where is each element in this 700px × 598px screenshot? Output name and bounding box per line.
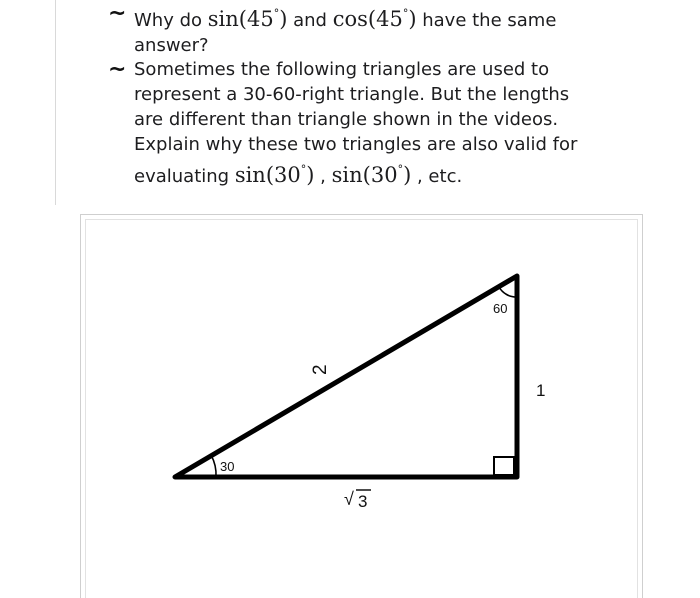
question-1 bbox=[108, 1, 668, 58]
q2-sin30-b bbox=[332, 163, 412, 187]
question-2 bbox=[108, 57, 668, 189]
angle-arc-30 bbox=[211, 455, 216, 477]
q2-degree-2: ° bbox=[397, 163, 404, 176]
hypotenuse-label: 2 bbox=[310, 364, 331, 375]
q2-line-2: represent a 30-60-right triangle. But the lengths bbox=[134, 84, 570, 105]
angle-arc-60 bbox=[499, 287, 517, 297]
question-2-text bbox=[134, 57, 668, 189]
q1-text-before: Why do bbox=[134, 10, 208, 31]
question-1-text bbox=[134, 1, 668, 58]
q2-sin30-a bbox=[235, 163, 315, 187]
q1-sin45 bbox=[208, 7, 288, 31]
angle-label-60: 60 bbox=[493, 301, 508, 316]
q1-degree-2: ° bbox=[402, 7, 409, 20]
base-radical-sign: √ bbox=[344, 489, 354, 509]
q1-text-middle: and bbox=[287, 10, 333, 31]
q1-cos45-close: ) bbox=[408, 7, 417, 31]
q1-sin45-func: sin(45 bbox=[207, 7, 274, 31]
q1-degree-1: ° bbox=[273, 7, 280, 20]
q2-line-5-prefix: evaluating bbox=[134, 166, 235, 187]
vertical-side-label: 1 bbox=[536, 381, 546, 400]
q1-cos45-func: cos(45 bbox=[332, 7, 403, 31]
q2-sin30-b-close: ) bbox=[403, 163, 412, 187]
q1-text-after: have the same bbox=[416, 10, 557, 31]
tilde-marker-1: ~ bbox=[108, 1, 127, 26]
q2-degree-1: ° bbox=[300, 163, 307, 176]
q2-separator: , bbox=[314, 166, 332, 187]
q2-sin30-a-close: ) bbox=[306, 163, 315, 187]
q2-sin30-b-func: sin(30 bbox=[331, 163, 398, 187]
content-left-border bbox=[55, 0, 56, 205]
q2-line-3: are different than triangle shown in the videos. bbox=[134, 109, 559, 130]
q2-line-1: Sometimes the following triangles are used to bbox=[134, 59, 550, 80]
base-value-label: 3 bbox=[358, 492, 368, 511]
tilde-marker-2: ~ bbox=[108, 57, 127, 82]
q1-cos45 bbox=[333, 7, 417, 31]
q2-suffix: , etc. bbox=[411, 166, 463, 187]
q2-line-4: Explain why these two triangles are also valid for bbox=[134, 134, 578, 155]
triangle-shape bbox=[175, 276, 517, 477]
q2-sin30-a-func: sin(30 bbox=[234, 163, 301, 187]
triangle-figure-frame bbox=[80, 214, 643, 598]
right-angle-marker bbox=[494, 457, 514, 475]
triangle-diagram bbox=[81, 215, 644, 598]
angle-label-30: 30 bbox=[220, 459, 235, 474]
q1-sin45-close: ) bbox=[279, 7, 288, 31]
q1-line-2: answer? bbox=[134, 35, 209, 56]
